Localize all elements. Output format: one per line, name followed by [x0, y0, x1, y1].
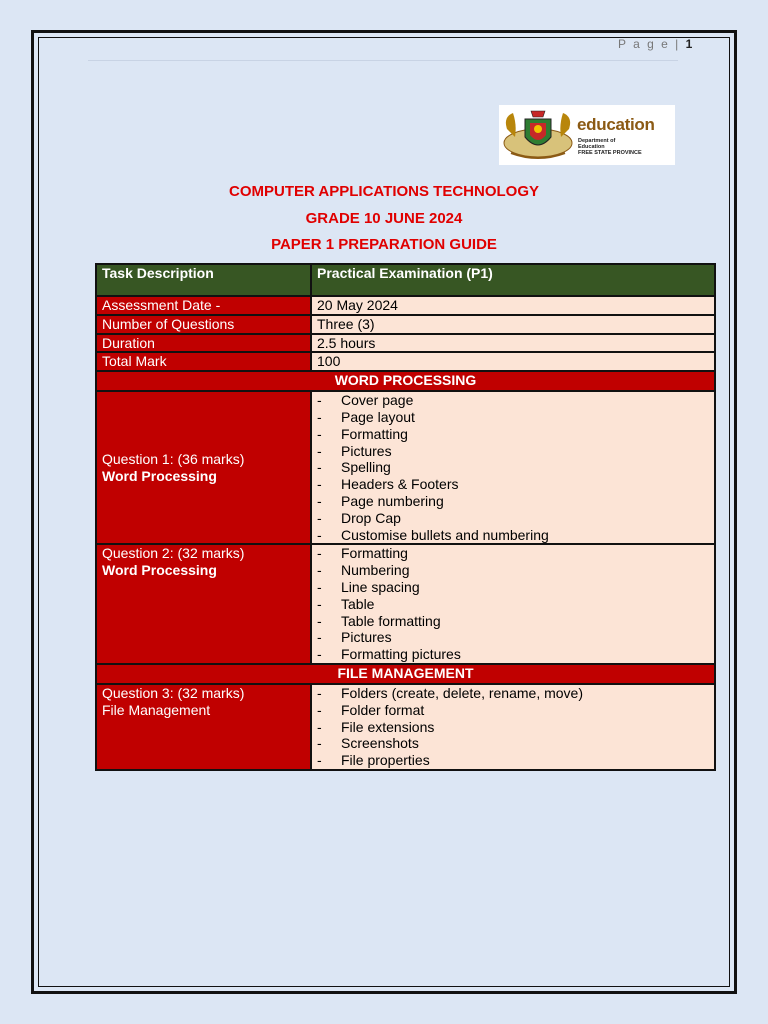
topic-item: - Line spacing	[317, 579, 709, 596]
topic-item: - Table formatting	[317, 613, 709, 630]
topic-item: - Formatting pictures	[317, 646, 709, 663]
page-label: P a g e |	[618, 37, 681, 51]
info-value: 2.5 hours	[312, 335, 714, 352]
topic-list	[317, 685, 709, 769]
topic-item: - File properties	[317, 752, 709, 769]
topic-item: - Folders (create, delete, rename, move)	[317, 685, 709, 702]
question-topics-cell	[312, 685, 714, 769]
section-header-row	[97, 665, 714, 683]
question-label-cell	[97, 392, 310, 543]
header-exam-type: Practical Examination (P1)	[312, 265, 714, 295]
question-sublabel: Word Processing	[102, 467, 217, 484]
topic-item: - Folder format	[317, 702, 709, 719]
question-sublabel: File Management	[102, 701, 211, 718]
topic-item: - Table	[317, 596, 709, 613]
document-subtitle-grade: GRADE 10 JUNE 2024	[305, 210, 463, 227]
topic-list	[317, 545, 709, 663]
question-topics-cell	[312, 392, 714, 543]
question-label: Question 3: (32 marks)	[102, 684, 245, 701]
info-value: Three (3)	[312, 316, 714, 333]
logo-sub-line: FREE STATE PROVINCE	[578, 150, 642, 156]
topic-item: - File extensions	[317, 719, 709, 736]
document-title: COMPUTER APPLICATIONS TECHNOLOGY	[228, 183, 539, 200]
preparation-guide-table	[95, 263, 716, 771]
section-title-file-management: FILE MANAGEMENT	[97, 665, 714, 683]
topic-item: - Page numbering	[317, 493, 709, 510]
question-label: Question 2: (32 marks)	[102, 545, 245, 562]
table-row	[97, 297, 714, 314]
topic-item: - Page layout	[317, 409, 709, 426]
topic-item: - Formatting	[317, 426, 709, 443]
topic-item: - Pictures	[317, 443, 709, 460]
question-row	[97, 392, 714, 543]
topic-item: - Cover page	[317, 392, 709, 409]
header-task-description: Task Description	[97, 265, 310, 295]
topic-item: - Spelling	[317, 459, 709, 476]
topic-item: - Drop Cap	[317, 510, 709, 527]
question-row	[97, 545, 714, 663]
header-rule	[88, 60, 678, 61]
topic-item: - Numbering	[317, 562, 709, 579]
section-title-word-processing: WORD PROCESSING	[97, 372, 714, 390]
question-topics-cell	[312, 545, 714, 663]
page-number	[618, 37, 692, 51]
question-label: Question 1: (36 marks)	[102, 450, 245, 467]
info-label: Assessment Date -	[97, 297, 310, 314]
question-label-cell	[97, 545, 310, 663]
question-row	[97, 685, 714, 769]
info-label: Number of Questions	[97, 316, 310, 333]
table-row	[97, 316, 714, 333]
table-row	[97, 353, 714, 370]
document-subtitle-paper: PAPER 1 PREPARATION GUIDE	[271, 236, 497, 253]
topic-item: - Headers & Footers	[317, 476, 709, 493]
info-value: 100	[312, 353, 714, 370]
topic-item: - Formatting	[317, 545, 709, 562]
question-sublabel: Word Processing	[102, 562, 217, 579]
topic-item: - Customise bullets and numbering	[317, 527, 709, 544]
question-label-cell	[97, 685, 310, 769]
topic-item: - Pictures	[317, 629, 709, 646]
topic-item: - Screenshots	[317, 735, 709, 752]
info-label: Total Mark	[97, 353, 310, 370]
info-value: 20 May 2024	[312, 297, 714, 314]
topic-list	[317, 392, 709, 543]
page-number-value: 1	[685, 37, 693, 51]
logo-sub-line: Education	[578, 144, 605, 150]
logo-sub-line: Department of	[578, 138, 616, 144]
info-label: Duration	[97, 335, 310, 352]
section-header-row	[97, 372, 714, 390]
logo-subtitle	[578, 138, 642, 156]
education-logo	[499, 105, 675, 165]
coat-of-arms-icon	[501, 107, 575, 163]
logo-wordmark: education	[577, 115, 655, 134]
table-row	[97, 335, 714, 352]
table-header-row	[97, 265, 714, 295]
